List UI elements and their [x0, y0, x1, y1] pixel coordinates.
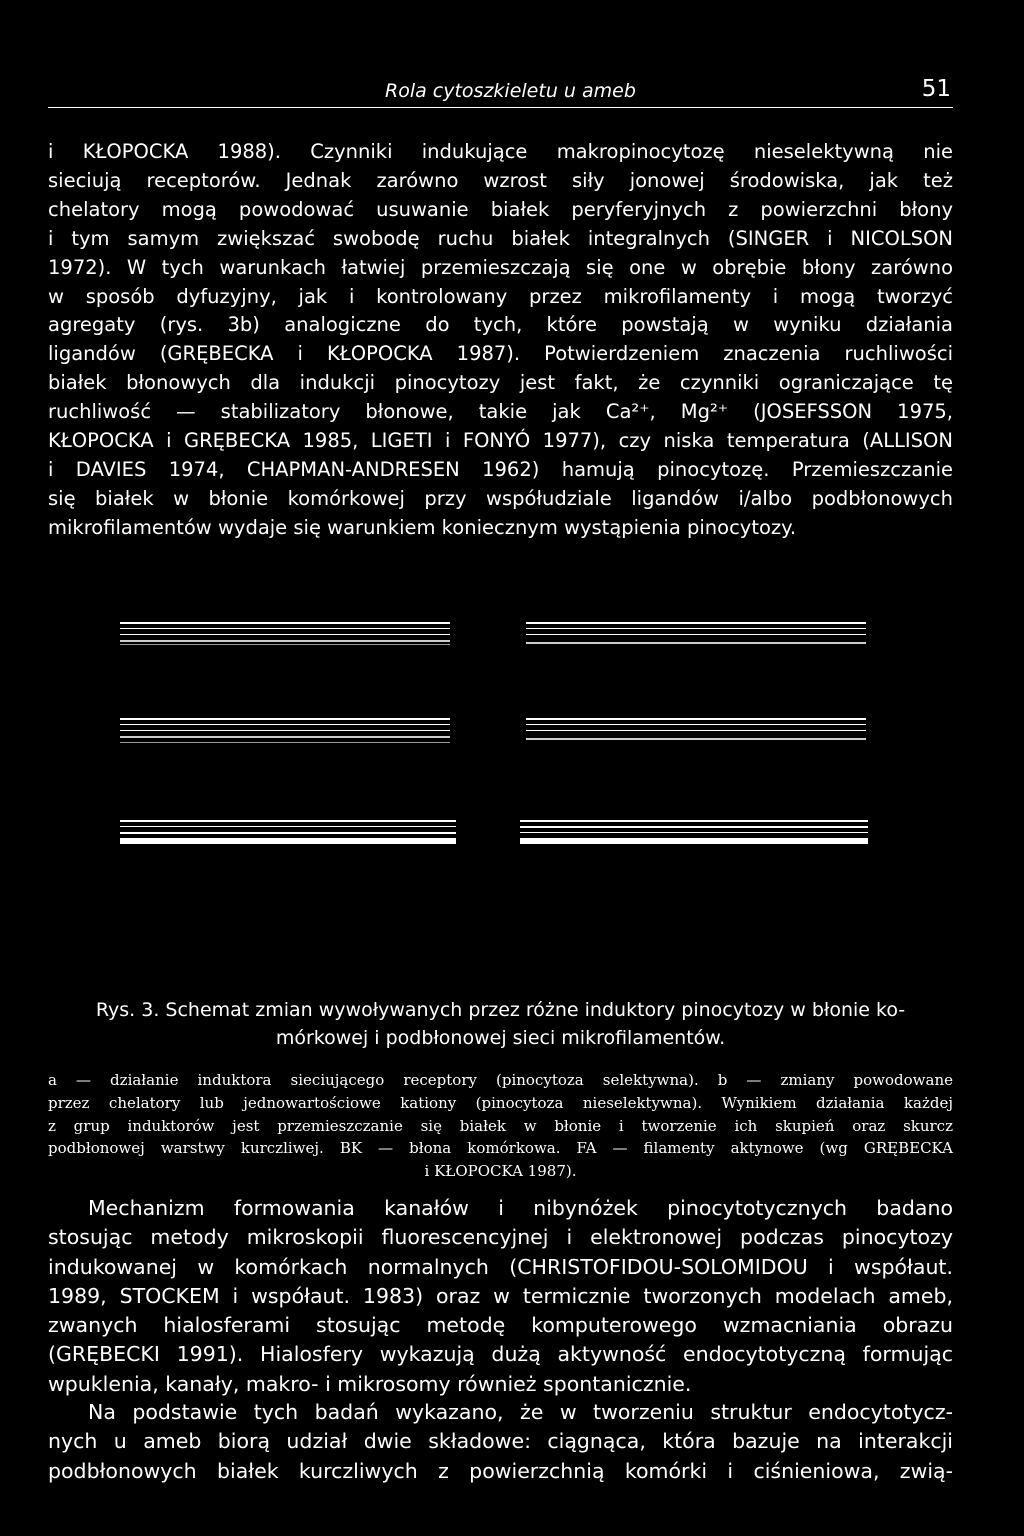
running-title: Rola cytoszkieletu u ameb: [385, 80, 636, 102]
filament-line: [526, 738, 866, 740]
paragraph-line: zwanych hialosferami stosując metodę komputerowego wzmacniania obrazu: [48, 1313, 953, 1338]
membrane-line: [526, 718, 866, 720]
figure-legend: [48, 1069, 953, 1183]
legend-line: z grup induktorów jest przemieszczanie się białek w błonie i tworzenie ich skupień oraz skurcz: [48, 1116, 953, 1135]
paragraph-line: białek błonowych dla indukcji pinocytozy jest fakt, że czynniki ograniczające tę: [48, 371, 953, 395]
body-paragraph-3: [48, 1398, 953, 1486]
paragraph-line: agregaty (rys. 3b) analogiczne do tych, które powstają w wyniku działania: [48, 313, 953, 337]
filament-line: [120, 640, 450, 642]
membrane-line: [520, 826, 868, 828]
paragraph-line: (GRĘBECKI 1991). Hialosfery wykazują dużą aktywność endocytotyczną formując: [48, 1342, 953, 1367]
filament-line: [120, 742, 450, 743]
paragraph-line: ruchliwość — stabilizatory błonowe, takie jak Ca²⁺, Mg²⁺ (JOSEFSSON 1975,: [48, 400, 953, 424]
paragraph-line: i DAVIES 1974, CHAPMAN-ANDRESEN 1962) hamują pinocytozę. Przemieszczanie: [48, 457, 953, 481]
filament-line: [120, 736, 450, 738]
membrane-line: [120, 826, 456, 827]
header-rule: [48, 107, 953, 108]
membrane-line: [120, 634, 450, 635]
membrane-line: [520, 820, 868, 822]
paragraph-line: nych u ameb biorą udział dwie składowe: ciągnąca, która bazuje na interakcji: [48, 1429, 953, 1454]
paragraph-line: 1989, STOCKEM i współaut. 1983) oraz w termicznie tworzonych modelach ameb,: [48, 1283, 953, 1308]
membrane-line: [120, 622, 450, 624]
paragraph-line: ligandów (GRĘBECKA i KŁOPOCKA 1987). Potwierdzeniem znaczenia ruchliwości: [48, 342, 953, 366]
paragraph-line: Na podstawie tych badań wykazano, że w tworzeniu struktur endocytotycz-: [88, 1400, 953, 1424]
membrane-line: [526, 730, 866, 731]
page-number: 51: [921, 76, 951, 102]
paragraph-line: i KŁOPOCKA 1988). Czynniki indukujące makropinocytozę nieselektywną nie: [48, 140, 953, 163]
membrane-line: [120, 718, 450, 720]
paragraph-line: podbłonowych białek kurczliwych z powierzchnią komórki i ciśnieniowa, zwią-: [48, 1458, 953, 1483]
paragraph-line: chelatory mogą powodować usuwanie białek peryferyjnych z powierzchni błony: [48, 197, 953, 221]
membrane-line: [120, 832, 456, 834]
legend-line: a — działanie induktora sieciującego receptory (pinocytoza selektywna). b — zmiany powodowane: [48, 1071, 953, 1089]
filament-line: [120, 644, 450, 645]
paragraph-line: w sposób dyfuzyjny, jak i kontrolowany przez mikrofilamenty i mogą tworzyć: [48, 284, 953, 308]
membrane-line: [520, 832, 868, 833]
paragraph-line: sieciują receptorów. Jednak zarówno wzrost siły jonowej środowiska, jak też: [48, 168, 953, 192]
body-paragraph-1: [48, 138, 953, 543]
caption-line: mórkowej i podbłonowej sieci mikrofilamentów.: [275, 1027, 726, 1049]
legend-line: przez chelatory lub jednowartościowe kationy (pinocytoza nieselektywna). Wynikiem działania każdej: [48, 1093, 953, 1112]
paragraph-line: wpuklenia, kanały, makro- i mikrosomy również spontanicznie.: [48, 1371, 692, 1396]
membrane-line: [120, 628, 450, 629]
page-header: [48, 78, 953, 110]
membrane-line: [526, 724, 866, 725]
figure-3-schematic: [0, 600, 1024, 900]
membrane-line: [120, 724, 450, 725]
paragraph-line: 1972). W tych warunkach łatwiej przemieszczają się one w obrębie błony zarówno: [48, 255, 953, 279]
membrane-line: [120, 730, 450, 731]
membrane-line: [526, 628, 866, 629]
body-paragraph-2: [48, 1194, 953, 1399]
paragraph-line: się białek w błonie komórkowej przy współudziale ligandów i/albo podbłonowych: [48, 486, 953, 510]
filament-line: [526, 642, 866, 644]
filament-line: [520, 838, 868, 844]
legend-line: i KŁOPOCKA 1987).: [424, 1162, 577, 1181]
figure-caption-title: [48, 996, 953, 1052]
paragraph-line: KŁOPOCKA i GRĘBECKA 1985, LIGETI i FONYÓ 1977), czy niska temperatura (ALLISON: [48, 429, 953, 453]
caption-line: Rys. 3. Schemat zmian wywoływanych przez różne induktory pinocytozy w błonie ko-: [95, 999, 906, 1021]
membrane-line: [526, 622, 866, 624]
paragraph-line: Mechanizm formowania kanałów i nibynóżek pinocytotycznych badano: [88, 1196, 953, 1220]
membrane-line: [120, 820, 456, 822]
paragraph-line: mikrofilamentów wydaje się warunkiem koniecznym wystąpienia pinocytozy.: [48, 515, 797, 539]
filament-line: [120, 838, 456, 844]
paragraph-line: stosując metody mikroskopii fluorescencyjnej i elektronowej podczas pinocytozy: [48, 1225, 953, 1250]
legend-line: podbłonowej warstwy kurczliwej. BK — błona komórkowa. FA — filamenty aktynowe (wg GRĘBECKA: [48, 1139, 953, 1158]
paragraph-line: i tym samym zwiększać swobodę ruchu białek integralnych (SINGER i NICOLSON: [48, 226, 953, 250]
paragraph-line: indukowanej w komórkach normalnych (CHRISTOFIDOU-SOLOMIDOU i współaut.: [48, 1254, 953, 1279]
membrane-line: [526, 634, 866, 635]
